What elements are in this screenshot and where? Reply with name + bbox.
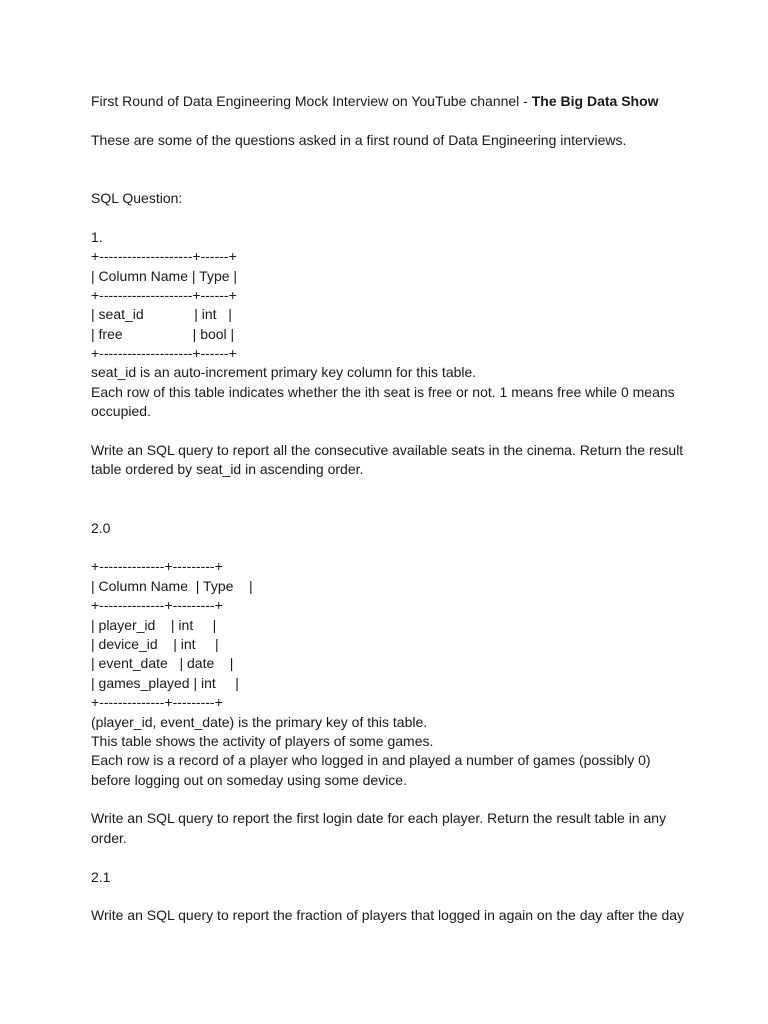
schema-line: +--------------------+------+ bbox=[91, 248, 237, 265]
task-line: Write an SQL query to report the fraction of players that logged in again on the day after the day bbox=[91, 907, 685, 924]
description-line: This table shows the activity of players of some games. bbox=[91, 732, 434, 749]
question-1-task bbox=[91, 441, 691, 480]
task-line: order. bbox=[91, 829, 127, 846]
schema-line: | event_date | date | bbox=[91, 655, 234, 672]
schema-line: +--------------------+------+ bbox=[91, 345, 237, 362]
task-line: Write an SQL query to report the first login date for each player. Return the result table in any bbox=[91, 810, 667, 827]
schema-line: +--------------------+------+ bbox=[91, 286, 237, 303]
schema-line: +--------------+---------+ bbox=[91, 694, 223, 711]
question-2-schema-table bbox=[91, 557, 691, 712]
description-line: occupied. bbox=[91, 403, 151, 420]
schema-line: +--------------+---------+ bbox=[91, 558, 223, 575]
description-line: Each row of this table indicates whether the ith seat is free or not. 1 means free while 0 means bbox=[91, 383, 675, 400]
question-1-description bbox=[91, 363, 691, 421]
description-line: (player_id, event_date) is the primary key of this table. bbox=[91, 713, 428, 730]
description-line: seat_id is an auto-increment primary key column for this table. bbox=[91, 364, 477, 381]
document-header bbox=[91, 92, 691, 111]
question-2-task bbox=[91, 809, 691, 848]
question-1-schema-table bbox=[91, 247, 691, 363]
schema-line: | seat_id | int | bbox=[91, 306, 232, 323]
header-intro: First Round of Data Engineering Mock Interview on YouTube channel - bbox=[91, 93, 532, 109]
task-line: Write an SQL query to report all the consecutive available seats in the cinema. Return the result bbox=[91, 442, 684, 459]
document-page bbox=[91, 92, 691, 926]
question-2-description bbox=[91, 713, 691, 791]
section-label: SQL Question: bbox=[91, 189, 183, 206]
question-2-1-task bbox=[91, 906, 691, 925]
task-line: table ordered by seat_id in ascending order. bbox=[91, 461, 364, 478]
description-line: Each row is a record of a player who logged in and played a number of games (possibly 0) bbox=[91, 752, 651, 769]
schema-line: | device_id | int | bbox=[91, 635, 219, 652]
question-2-1-number: 2.1 bbox=[91, 868, 111, 885]
schema-line: | player_id | int | bbox=[91, 616, 217, 633]
question-2-number: 2.0 bbox=[91, 519, 111, 536]
channel-name: The Big Data Show bbox=[531, 93, 659, 109]
description-line: before logging out on someday using some device. bbox=[91, 771, 407, 788]
schema-line: | free | bool | bbox=[91, 325, 235, 342]
subtitle: These are some of the questions asked in a first round of Data Engineering interviews. bbox=[91, 131, 627, 148]
schema-line: +--------------+---------+ bbox=[91, 597, 223, 614]
schema-line: | Column Name | Type | bbox=[91, 577, 253, 594]
schema-line: | Column Name | Type | bbox=[91, 267, 238, 284]
question-1-number: 1. bbox=[91, 228, 103, 245]
schema-line: | games_played | int | bbox=[91, 674, 239, 691]
